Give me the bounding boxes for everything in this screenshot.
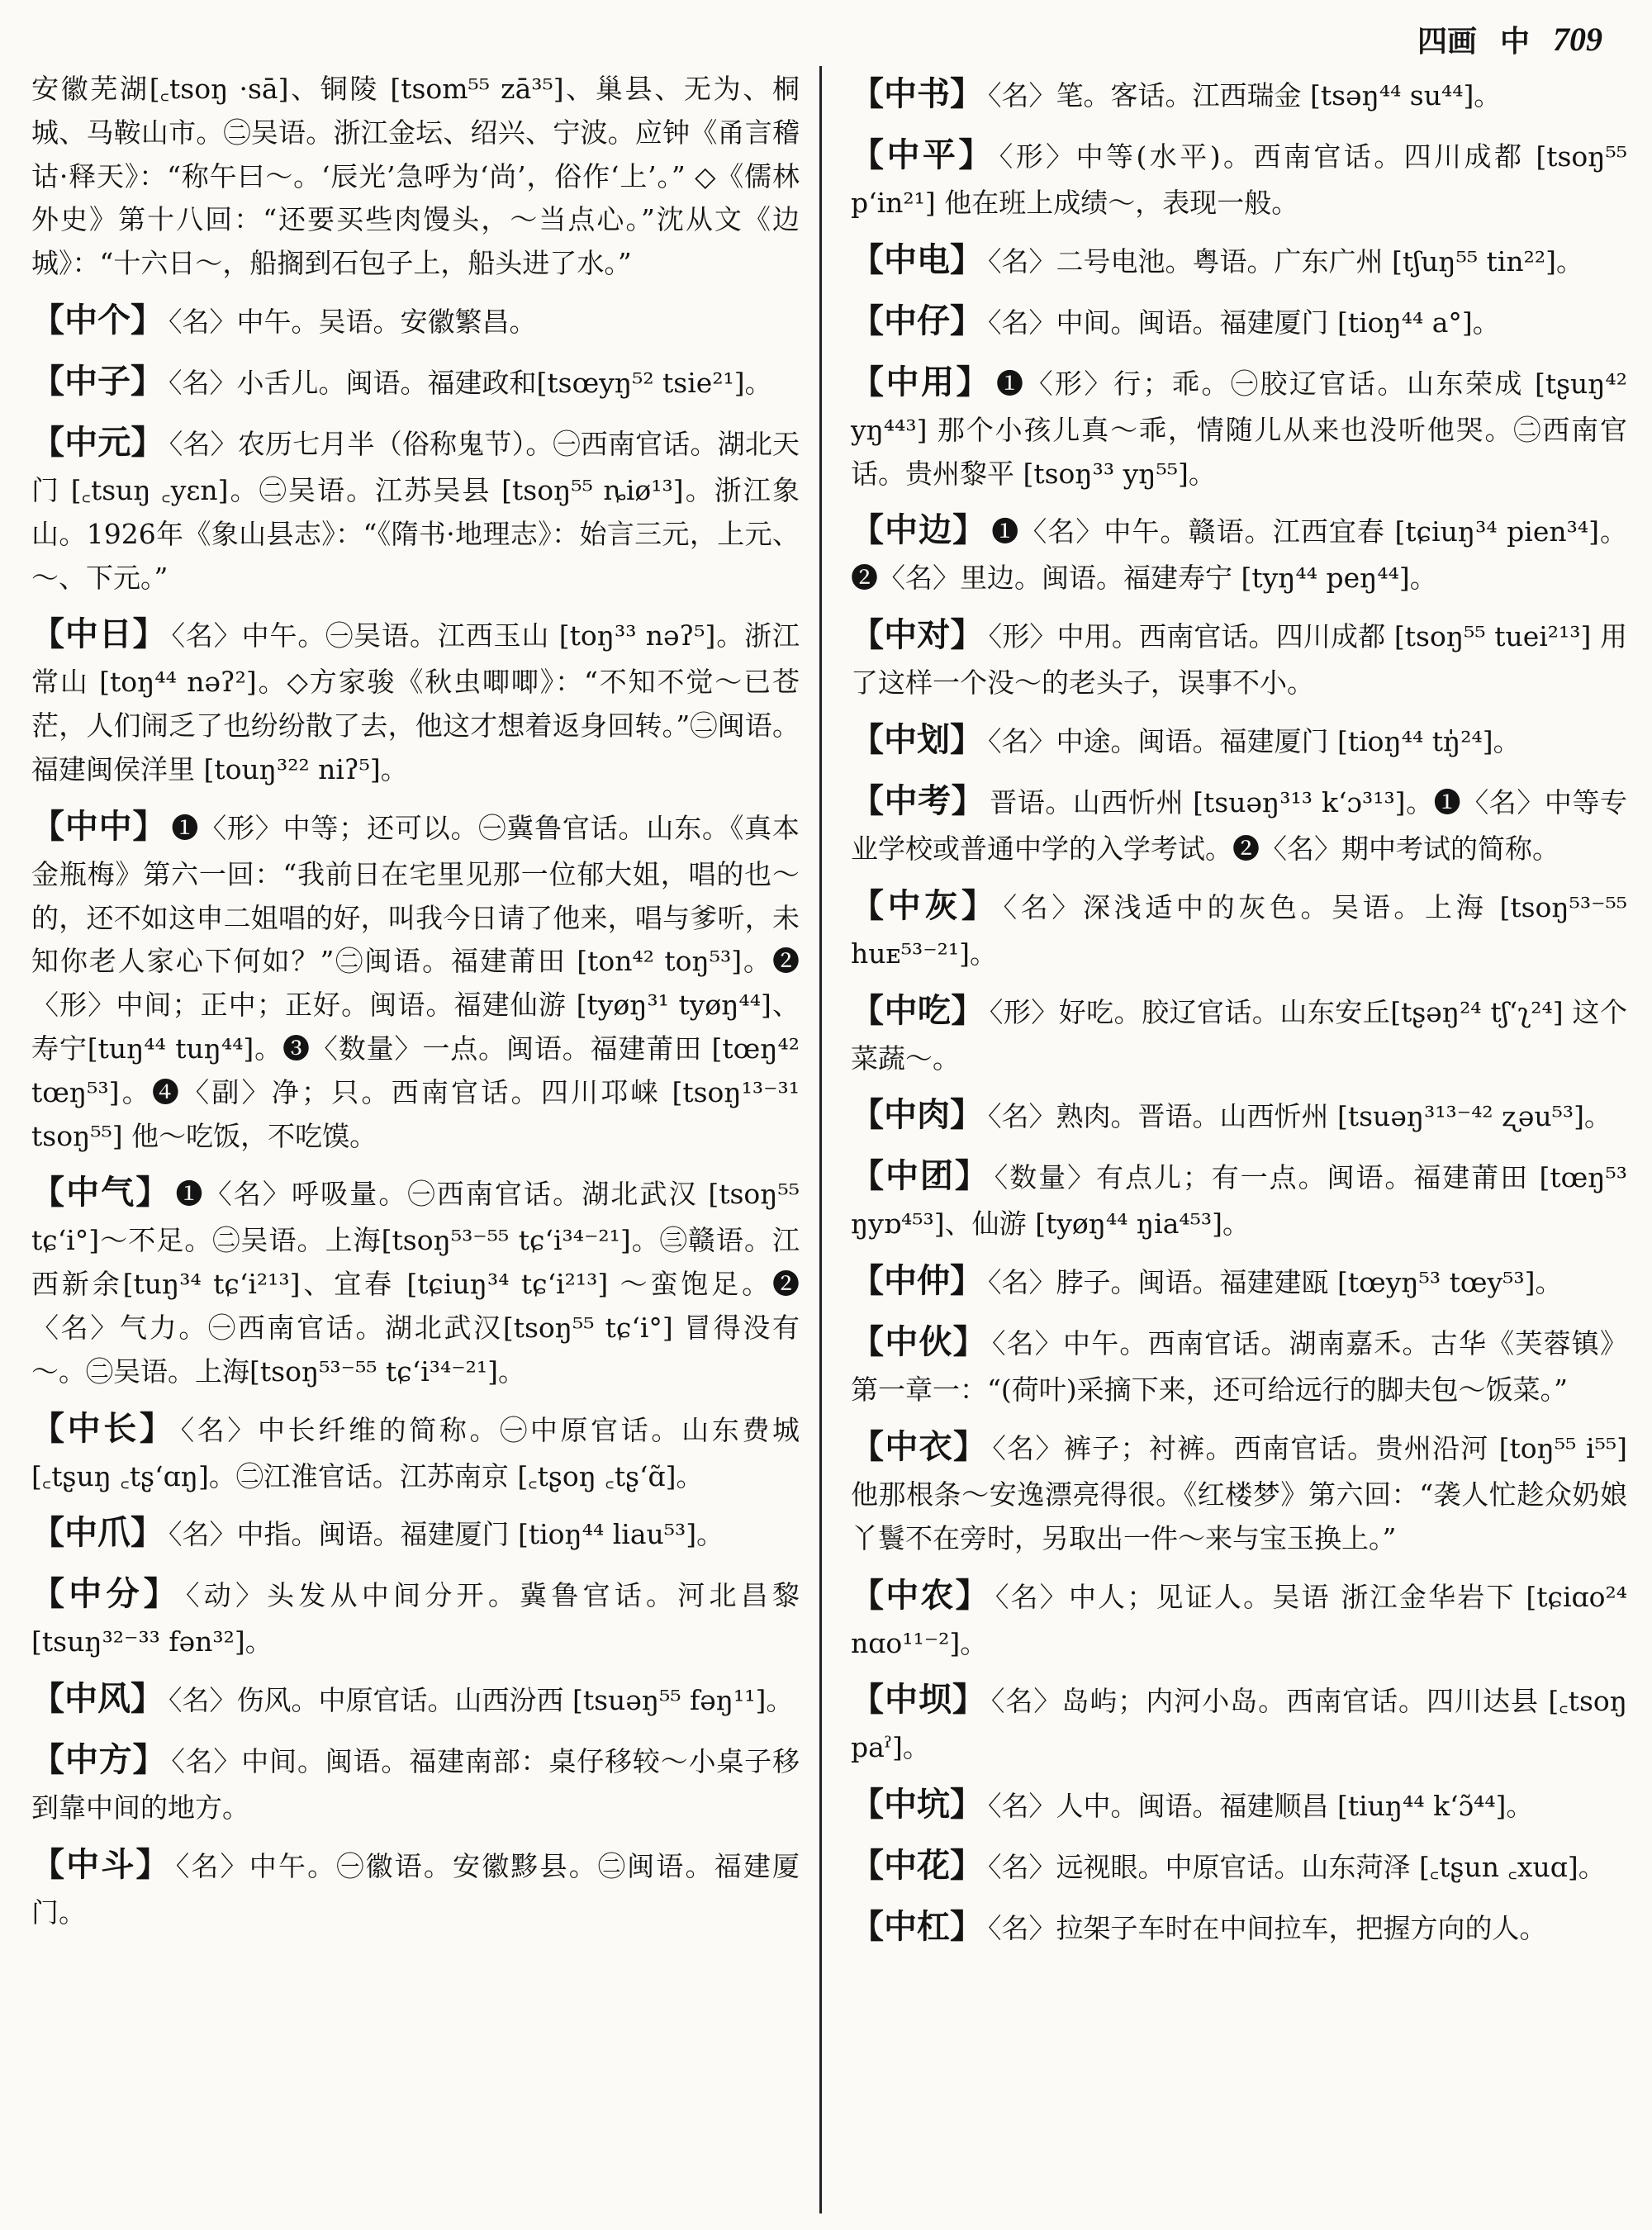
entry-headword: 【中边】 (851, 511, 987, 550)
dictionary-entry (851, 356, 1636, 496)
entry-headword: 【中坑】 (851, 1786, 983, 1824)
dictionary-entry (31, 416, 800, 600)
dictionary-entry (851, 234, 1627, 287)
dictionary-entry (31, 1839, 800, 1935)
entry-definition: 〈名〉中午。㊀吴语。江西玉山 [toŋ³³ nəʔ⁵]。浙江常山 [toŋ⁴⁴ nəʔ²]。◇方家骏《秋虫唧唧》：“不知不觉～已苍茫，人们闹乏了也纷纷散了去，他这才想着返身回转。”㊁闽语。福建闽侯洋里 [touŋ³²² niʔ⁵]。 (31, 619, 800, 785)
entry-definition: 〈名〉中途。闽语。福建厦门 [tioŋ⁴⁴ tŋ̍²⁴]。 (988, 724, 1521, 757)
entry-definition: ❶〈名〉中午。赣语。江西宜春 [tɕiuŋ³⁴ pien³⁴]。❷〈名〉里边。闽语。福建寿宁 [tyŋ⁴⁴ peŋ⁴⁴]。 (851, 515, 1628, 595)
entry-definition: 〈名〉农历七月半（俗称鬼节）。㊀西南官话。湖北天门 [꜀tsuŋ ꜀yɛn]。㊁吴语。江苏吴县 [tsoŋ⁵⁵ ȵiø¹³]。浙江象山。1926年《象山县志》：“《隋书·地理志》：始言三元，上元、～、下元。” (31, 427, 800, 594)
section-label: 四画 (1417, 23, 1477, 59)
dictionary-entry (31, 1506, 800, 1559)
dictionary-entry (31, 1166, 809, 1393)
entry-headword: 【中中】 (31, 807, 167, 846)
entry-headword: 【中坝】 (851, 1681, 986, 1720)
entry-definition: ❶〈形〉行；乖。㊀胶辽官话。山东荣成 [tʂuŋ⁴² yŋ⁴⁴³] 那个小孩儿真～乖，情随儿从来也没听他哭。㊁西南官话。贵州黎平 [tsoŋ³³ yŋ⁵⁵]。 (851, 367, 1636, 490)
entry-headword: 【中肉】 (851, 1096, 983, 1135)
entry-definition: 〈名〉拉架子车时在中间拉车，把握方向的人。 (988, 1912, 1547, 1945)
entry-headword: 【中分】 (31, 1575, 181, 1614)
entry-headword: 【中电】 (851, 240, 983, 279)
dictionary-entry (851, 985, 1627, 1081)
entry-headword: 【中团】 (851, 1157, 990, 1196)
dictionary-entry (851, 1421, 1636, 1561)
dictionary-entry (31, 1672, 800, 1725)
entry-definition: 〈数量〉有点儿；有一点。闽语。福建莆田 [tœŋ⁵³ ŋyɒ⁴⁵³]、仙游 [tyøŋ⁴⁴ ŋia⁴⁵³]。 (851, 1161, 1636, 1241)
dictionary-entry (851, 1673, 1636, 1770)
page-number: 709 (1553, 20, 1602, 58)
entry-definition: 〈名〉笔。客话。江西瑞金 [tsəŋ⁴⁴ su⁴⁴]。 (988, 79, 1502, 112)
entry-headword: 【中日】 (31, 615, 167, 654)
entry-definition: ❶〈形〉中等；还可以。㊀冀鲁官话。山东。《真本金瓶梅》第六一回：“我前日在宅里见那一位郁大姐，唱的也～的，还不如这申二姐唱的好，叫我今日请了他来，唱与爹听，未知你老人家心下何如？”㊁闽语。福建莆田 [ton⁴² toŋ⁵³]。❷〈形〉中间；正中；正好。闽语。福建仙游 [tyøŋ³¹ tyøŋ⁴⁴]、寿宁[tuŋ⁴⁴ tuŋ⁴⁴]。❸〈数量〉一点。闽语。福建莆田 [tœŋ⁴² tœŋ⁵³]。❹〈副〉净；只。西南官话。四川邛崃 [tsoŋ¹³⁻³¹ tsoŋ⁵⁵] 他～吃饭，不吃馍。 (31, 811, 809, 1152)
entry-definition: 晋语。山西忻州 [tsuəŋ³¹³ kʻɔ³¹³]。❶〈名〉中等专业学校或普通中学的入学考试。❷〈名〉期中考试的简称。 (851, 785, 1627, 865)
entry-definition: 〈动〉头发从中间分开。冀鲁官话。河北昌黎 [tsuŋ³²⁻³³ fən³²]。 (31, 1579, 809, 1658)
entry-definition: 〈名〉深浅适中的灰色。吴语。上海 [tsoŋ⁵³⁻⁵⁵ huᴇ⁵³⁻²¹]。 (851, 890, 1636, 970)
entry-headword: 【中爪】 (31, 1514, 164, 1553)
entry-definition: 〈名〉中间。闽语。福建厦门 [tioŋ⁴⁴ a°]。 (988, 306, 1500, 339)
dictionary-entry (851, 68, 1627, 121)
dictionary-entry (851, 129, 1636, 225)
dictionary-entry (851, 714, 1627, 766)
dictionary-entry (31, 355, 800, 408)
right-column (851, 68, 1636, 1962)
dictionary-entry (31, 608, 800, 791)
entry-definition: 〈名〉中指。闽语。福建厦门 [tioŋ⁴⁴ liau⁵³]。 (169, 1518, 724, 1551)
entry-definition: 〈名〉中午。西南官话。湖南嘉禾。古华《芙蓉镇》第一章一：“(荷叶)采摘下来，还可给远行的脚夫包～饭菜。” (851, 1327, 1628, 1407)
dictionary-entry (851, 775, 1627, 871)
entry-definition: 〈名〉远视眼。中原官话。山东菏泽 [꜀tʂun ꜀xuɑ]。 (988, 1851, 1606, 1884)
header-char: 中 (1499, 23, 1530, 59)
dictionary-entry (851, 1150, 1636, 1246)
entry-definition: 〈名〉脖子。闽语。福建建瓯 [tœyŋ⁵³ tœy⁵³]。 (988, 1266, 1563, 1299)
entry-definition: 〈名〉岛屿；内河小岛。西南官话。四川达县 [꜀tsoŋ paˀ]。 (851, 1685, 1636, 1764)
dictionary-entry (851, 1778, 1627, 1831)
entry-definition: 〈形〉好吃。胶辽官话。山东安丘[tʂəŋ²⁴ tʃʻʅ²⁴] 这个菜蔬～。 (851, 995, 1628, 1075)
dictionary-entry (851, 609, 1627, 705)
dictionary-entry (851, 1316, 1627, 1412)
dictionary-entry (851, 295, 1627, 348)
entry-headword: 【中斗】 (31, 1845, 171, 1884)
dictionary-entry (851, 1900, 1627, 1953)
dictionary-entry (851, 1089, 1627, 1141)
entry-headword: 【中仲】 (851, 1262, 983, 1301)
entry-headword: 【中风】 (31, 1680, 164, 1719)
dictionary-entry (851, 1569, 1636, 1666)
entry-definition: 〈名〉中间。闽语。福建南部：桌仔移较～小桌子移到靠中间的地方。 (31, 1745, 800, 1824)
page-header (1417, 18, 1602, 59)
entry-definition: 〈名〉小舌儿。闽语。福建政和[tsœyŋ⁵² tsie²¹]。 (169, 366, 772, 399)
entry-headword: 【中个】 (31, 301, 164, 339)
entry-definition: 〈名〉中人；见证人。吴语 浙江金华岩下 [tɕiɑo²⁴ nɑo¹¹⁻²]。 (851, 1580, 1636, 1659)
dictionary-entry (31, 1402, 809, 1499)
right-entry-list (851, 68, 1636, 1953)
entry-headword: 【中气】 (31, 1174, 171, 1212)
dictionary-entry (851, 880, 1636, 976)
entry-headword: 【中用】 (851, 363, 991, 401)
entry-headword: 【中平】 (851, 136, 995, 174)
dictionary-entry (851, 1839, 1627, 1892)
entry-headword: 【中杠】 (851, 1908, 983, 1947)
entry-definition: 〈名〉裤子；衬裤。西南官话。贵州沿河 [toŋ⁵⁵ i⁵⁵] 他那根条～安逸漂亮得很。《红楼梦》第六回：“袭人忙趁众奶娘丫鬟不在旁时，另取出一件～来与宝玉换上。” (851, 1431, 1636, 1554)
entry-definition: 〈名〉二号电池。粤语。广东广州 [tʃuŋ⁵⁵ tin²²]。 (988, 244, 1583, 278)
entry-definition: 〈名〉中长纤维的简称。㊀中原官话。山东费城 [꜀tʂuŋ ꜀tʂʻɑŋ]。㊁江淮官话。江苏南京 [꜀tʂoŋ ꜀tʂʻɑ̃]。 (31, 1413, 809, 1492)
entry-headword: 【中花】 (851, 1847, 983, 1886)
entry-definition: 〈名〉中午。㊀徽语。安徽黟县。㊁闽语。福建厦门。 (31, 1849, 800, 1929)
entry-headword: 【中书】 (851, 75, 983, 113)
entry-headword: 【中元】 (31, 423, 164, 462)
entry-headword: 【中考】 (851, 781, 985, 820)
dictionary-entry (851, 504, 1627, 600)
entry-definition: ❶〈名〉呼吸量。㊀西南官话。湖北武汉 [tsoŋ⁵⁵ tɕʻi°]～不足。㊁吴语。上海[tsoŋ⁵³⁻⁵⁵ tɕʻi³⁴⁻²¹]。㊂赣语。江西新余[tuŋ³⁴ tɕʻi²¹³]、宜春 [tɕiuŋ³⁴ tɕʻi²¹³] ～蛮饱足。❷〈名〉气力。㊀西南官话。湖北武汉[tsoŋ⁵⁵ tɕʻi°] 冒得没有～。㊁吴语。上海[tsoŋ⁵³⁻⁵⁵ tɕʻi³⁴⁻²¹]。 (31, 1178, 809, 1388)
entry-definition: 〈名〉伤风。中原官话。山西汾西 [tsuəŋ⁵⁵ fəŋ¹¹]。 (169, 1684, 794, 1717)
entry-headword: 【中长】 (31, 1409, 176, 1448)
entry-definition: 〈形〉中等(水平)。西南官话。四川成都 [tsoŋ⁵⁵ pʻin²¹] 他在班上成绩～，表现一般。 (851, 140, 1636, 219)
left-column (31, 68, 809, 1943)
entry-definition: 〈名〉熟肉。晋语。山西忻州 [tsuəŋ³¹³⁻⁴² ʐəu⁵³]。 (988, 1100, 1612, 1133)
entry-definition: 〈名〉中午。吴语。安徽繁昌。 (169, 305, 537, 338)
dictionary-entry (31, 800, 809, 1159)
dictionary-entry (31, 1734, 800, 1830)
entry-headword: 【中子】 (31, 362, 164, 401)
entry-definition: 〈形〉中用。西南官话。四川成都 [tsoŋ⁵⁵ tuei²¹³] 用了这样一个没～的老头子，误事不小。 (851, 620, 1628, 700)
column-divider (819, 66, 822, 2213)
dictionary-entry (31, 1568, 809, 1664)
entry-headword: 【中划】 (851, 720, 983, 759)
entry-headword: 【中伙】 (851, 1323, 987, 1362)
left-entry-list (31, 294, 809, 1935)
entry-headword: 【中仔】 (851, 301, 983, 340)
dictionary-entry (851, 1255, 1627, 1307)
continuation-text: 安徽芜湖[꜀tsoŋ ·sā]、铜陵 [tsom⁵⁵ zā³⁵]、巢县、无为、桐城、马鞍山市。㊁吴语。浙江金坛、绍兴、宁波。应钟《甬言稽诂·释天》：“称午曰～。‘辰光’急呼为‘尚’，俗作‘上’。” ◇《儒林外史》第十八回：“还要买些肉馒头，～当点心。”沈从文《边城》：“十六日～，船搁到石包子上，船头进了水。” (31, 73, 800, 280)
entry-headword: 【中方】 (31, 1741, 167, 1780)
entry-headword: 【中衣】 (851, 1427, 988, 1466)
dictionary-entry (31, 294, 800, 347)
entry-headword: 【中农】 (851, 1576, 990, 1615)
entry-headword: 【中对】 (851, 616, 984, 655)
entry-headword: 【中灰】 (851, 886, 999, 925)
entry-definition: 〈名〉人中。闽语。福建顺昌 [tiuŋ⁴⁴ kʻɔ̃⁴⁴]。 (988, 1790, 1534, 1823)
entry-headword: 【中吃】 (851, 991, 985, 1030)
